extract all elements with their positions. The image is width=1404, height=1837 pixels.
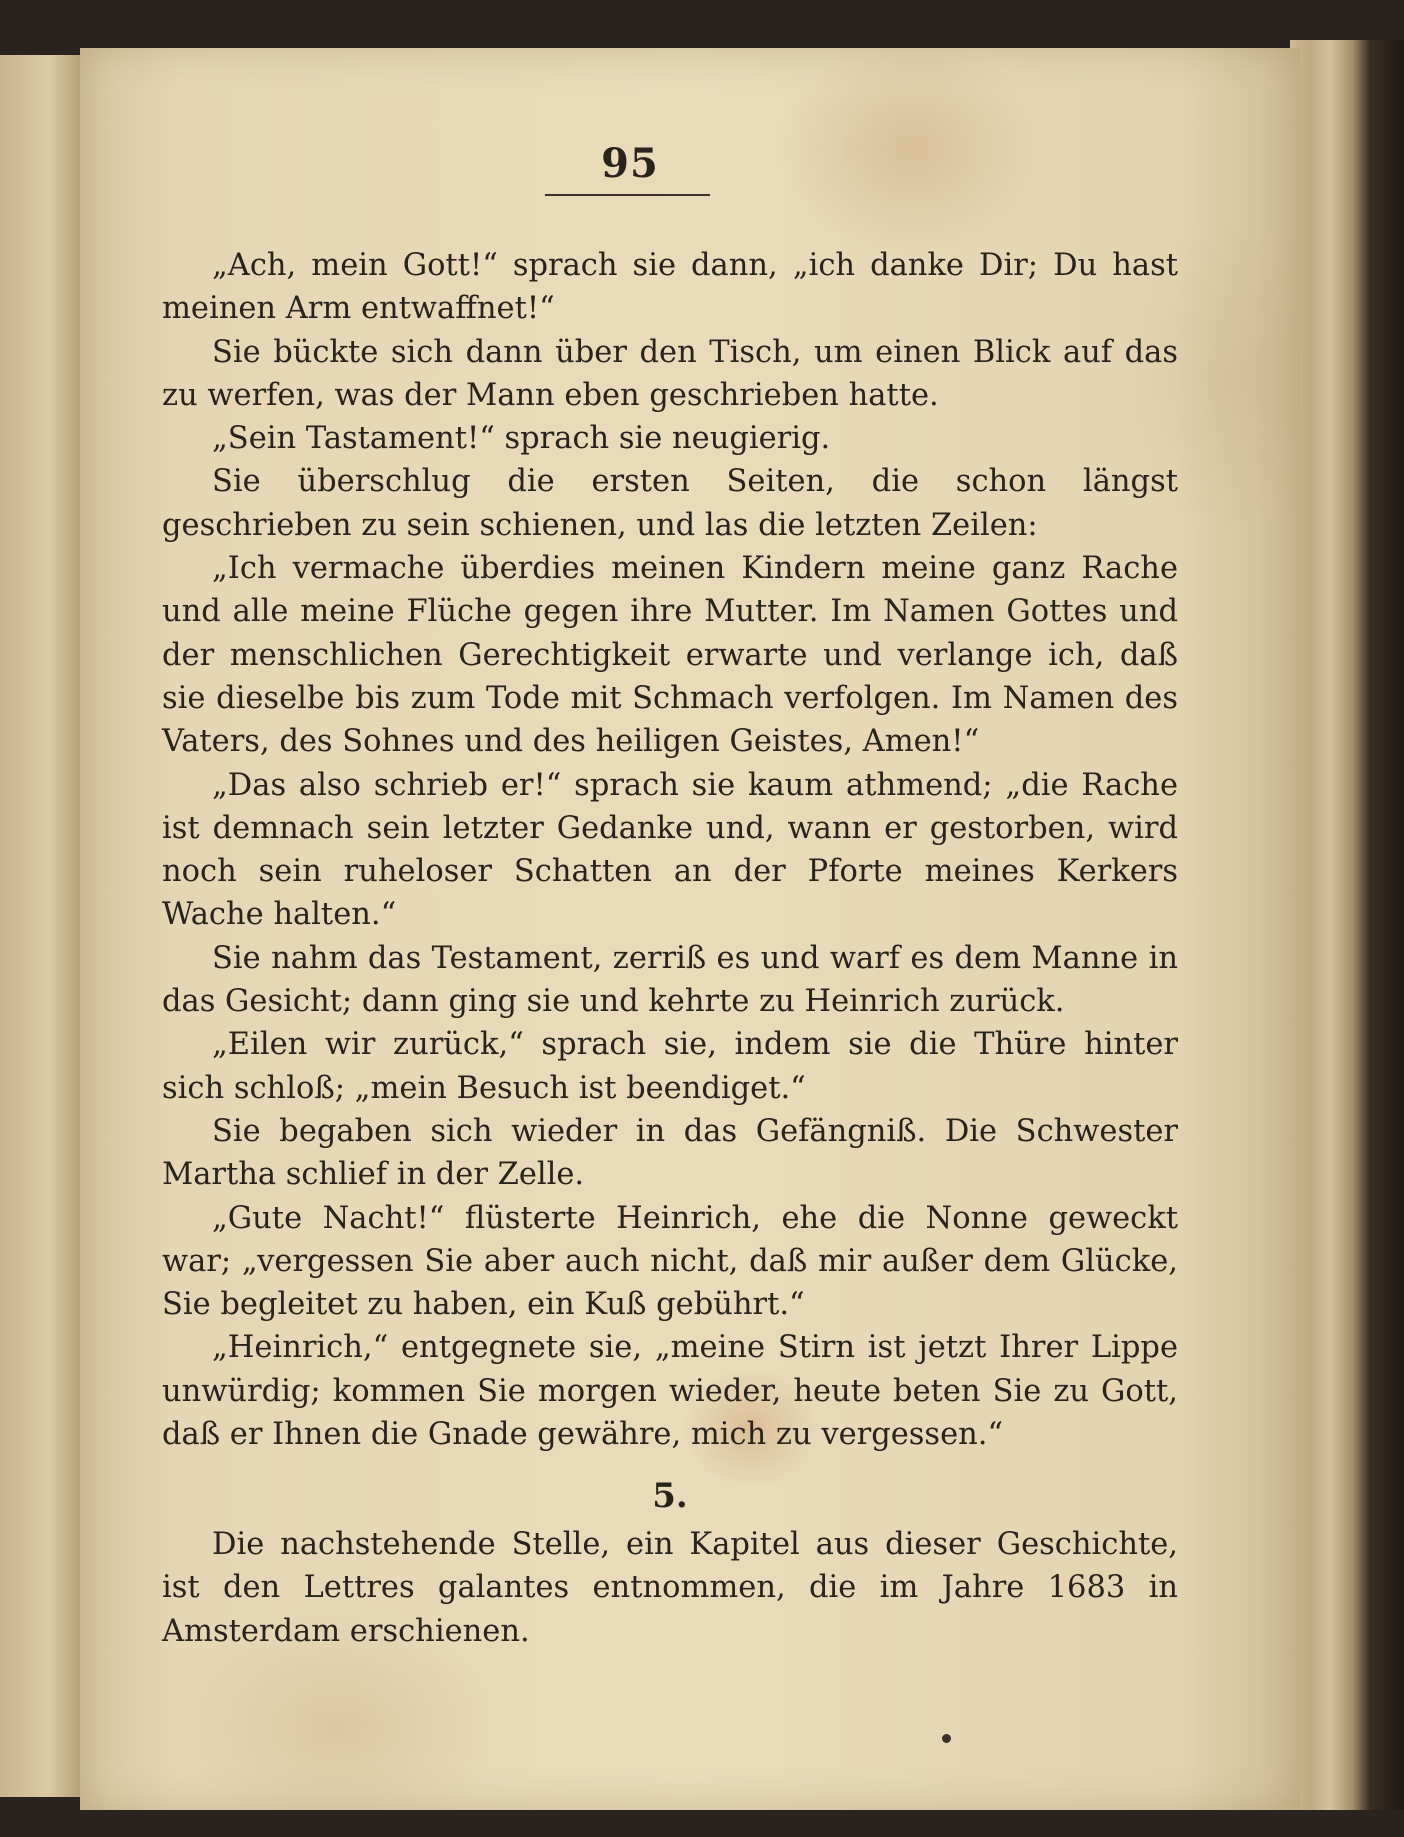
- paragraph: „Ich vermache überdies meinen Kindern meine ganz Rache und alle meine Flüche gegen ihre Mutter. Im Namen Gottes und der menschlichen Gerechtigkeit erwarte und verlange ich, daß sie dieselbe bis zum Tode mit Schmach verfolgen. Im Namen des Vaters, des Sohnes und des heiligen Geistes, Amen!“: [162, 551, 1178, 760]
- book-page-edges: [1290, 40, 1404, 1810]
- paragraph: „Das also schrieb er!“ sprach sie kaum athmend; „die Rache ist demnach sein letzter Gedanke und, wann er gestorben, wird noch sein ruheloser Schatten an der Pforte meines Kerkers Wache halten.“: [162, 767, 1178, 933]
- ink-dot: [942, 1734, 951, 1743]
- paragraph: Sie begaben sich wieder in das Gefängniß. Die Schwester Martha schlief in der Zelle.: [162, 1113, 1178, 1193]
- paragraph: Sie bückte sich dann über den Tisch, um einen Blick auf das zu werfen, was der Mann eben geschrieben hatte.: [162, 334, 1178, 413]
- section-text: [162, 1523, 1178, 1653]
- section-number: 5.: [652, 1476, 688, 1516]
- header-rule: [545, 194, 710, 196]
- paragraph: „Ach, mein Gott!“ sprach sie dann, „ich danke Dir; Du hast meinen Arm entwaffnet!“: [162, 248, 1178, 327]
- paragraph: Sie überschlug die ersten Seiten, die schon längst geschrieben zu sein schienen, und las die letzten Zeilen:: [162, 464, 1178, 543]
- paragraph: „Gute Nacht!“ flüsterte Heinrich, ehe die Nonne geweckt war; „vergessen Sie aber auch nicht, daß mir außer dem Glücke, Sie begleitet zu haben, ein Kuß gebührt.“: [162, 1200, 1178, 1323]
- paragraph: „Sein Tastament!“ sprach sie neugierig.: [212, 421, 831, 457]
- paragraph: Die nachstehende Stelle, ein Kapitel aus dieser Geschichte, ist den Lettres galantes entnommen, die im Jahre 1683 in Amsterdam erschienen.: [162, 1527, 1178, 1649]
- left-page-edge: [0, 55, 82, 1797]
- paragraph: „Eilen wir zurück,“ sprach sie, indem sie die Thüre hinter sich schloß; „mein Besuch ist beendiget.“: [162, 1027, 1178, 1106]
- paragraph: Sie nahm das Testament, zerriß es und warf es dem Manne in das Gesicht; dann ging sie und kehrte zu Heinrich zurück.: [162, 940, 1178, 1020]
- book-page: [80, 48, 1300, 1810]
- main-text: [162, 244, 1178, 1456]
- paragraph: „Heinrich,“ entgegnete sie, „meine Stirn ist jetzt Ihrer Lippe unwürdig; kommen Sie morgen wieder, heute beten Sie zu Gott, daß er Ihnen die Gnade gewähre, mich zu vergessen.“: [162, 1330, 1178, 1453]
- page-number: 95: [601, 140, 659, 187]
